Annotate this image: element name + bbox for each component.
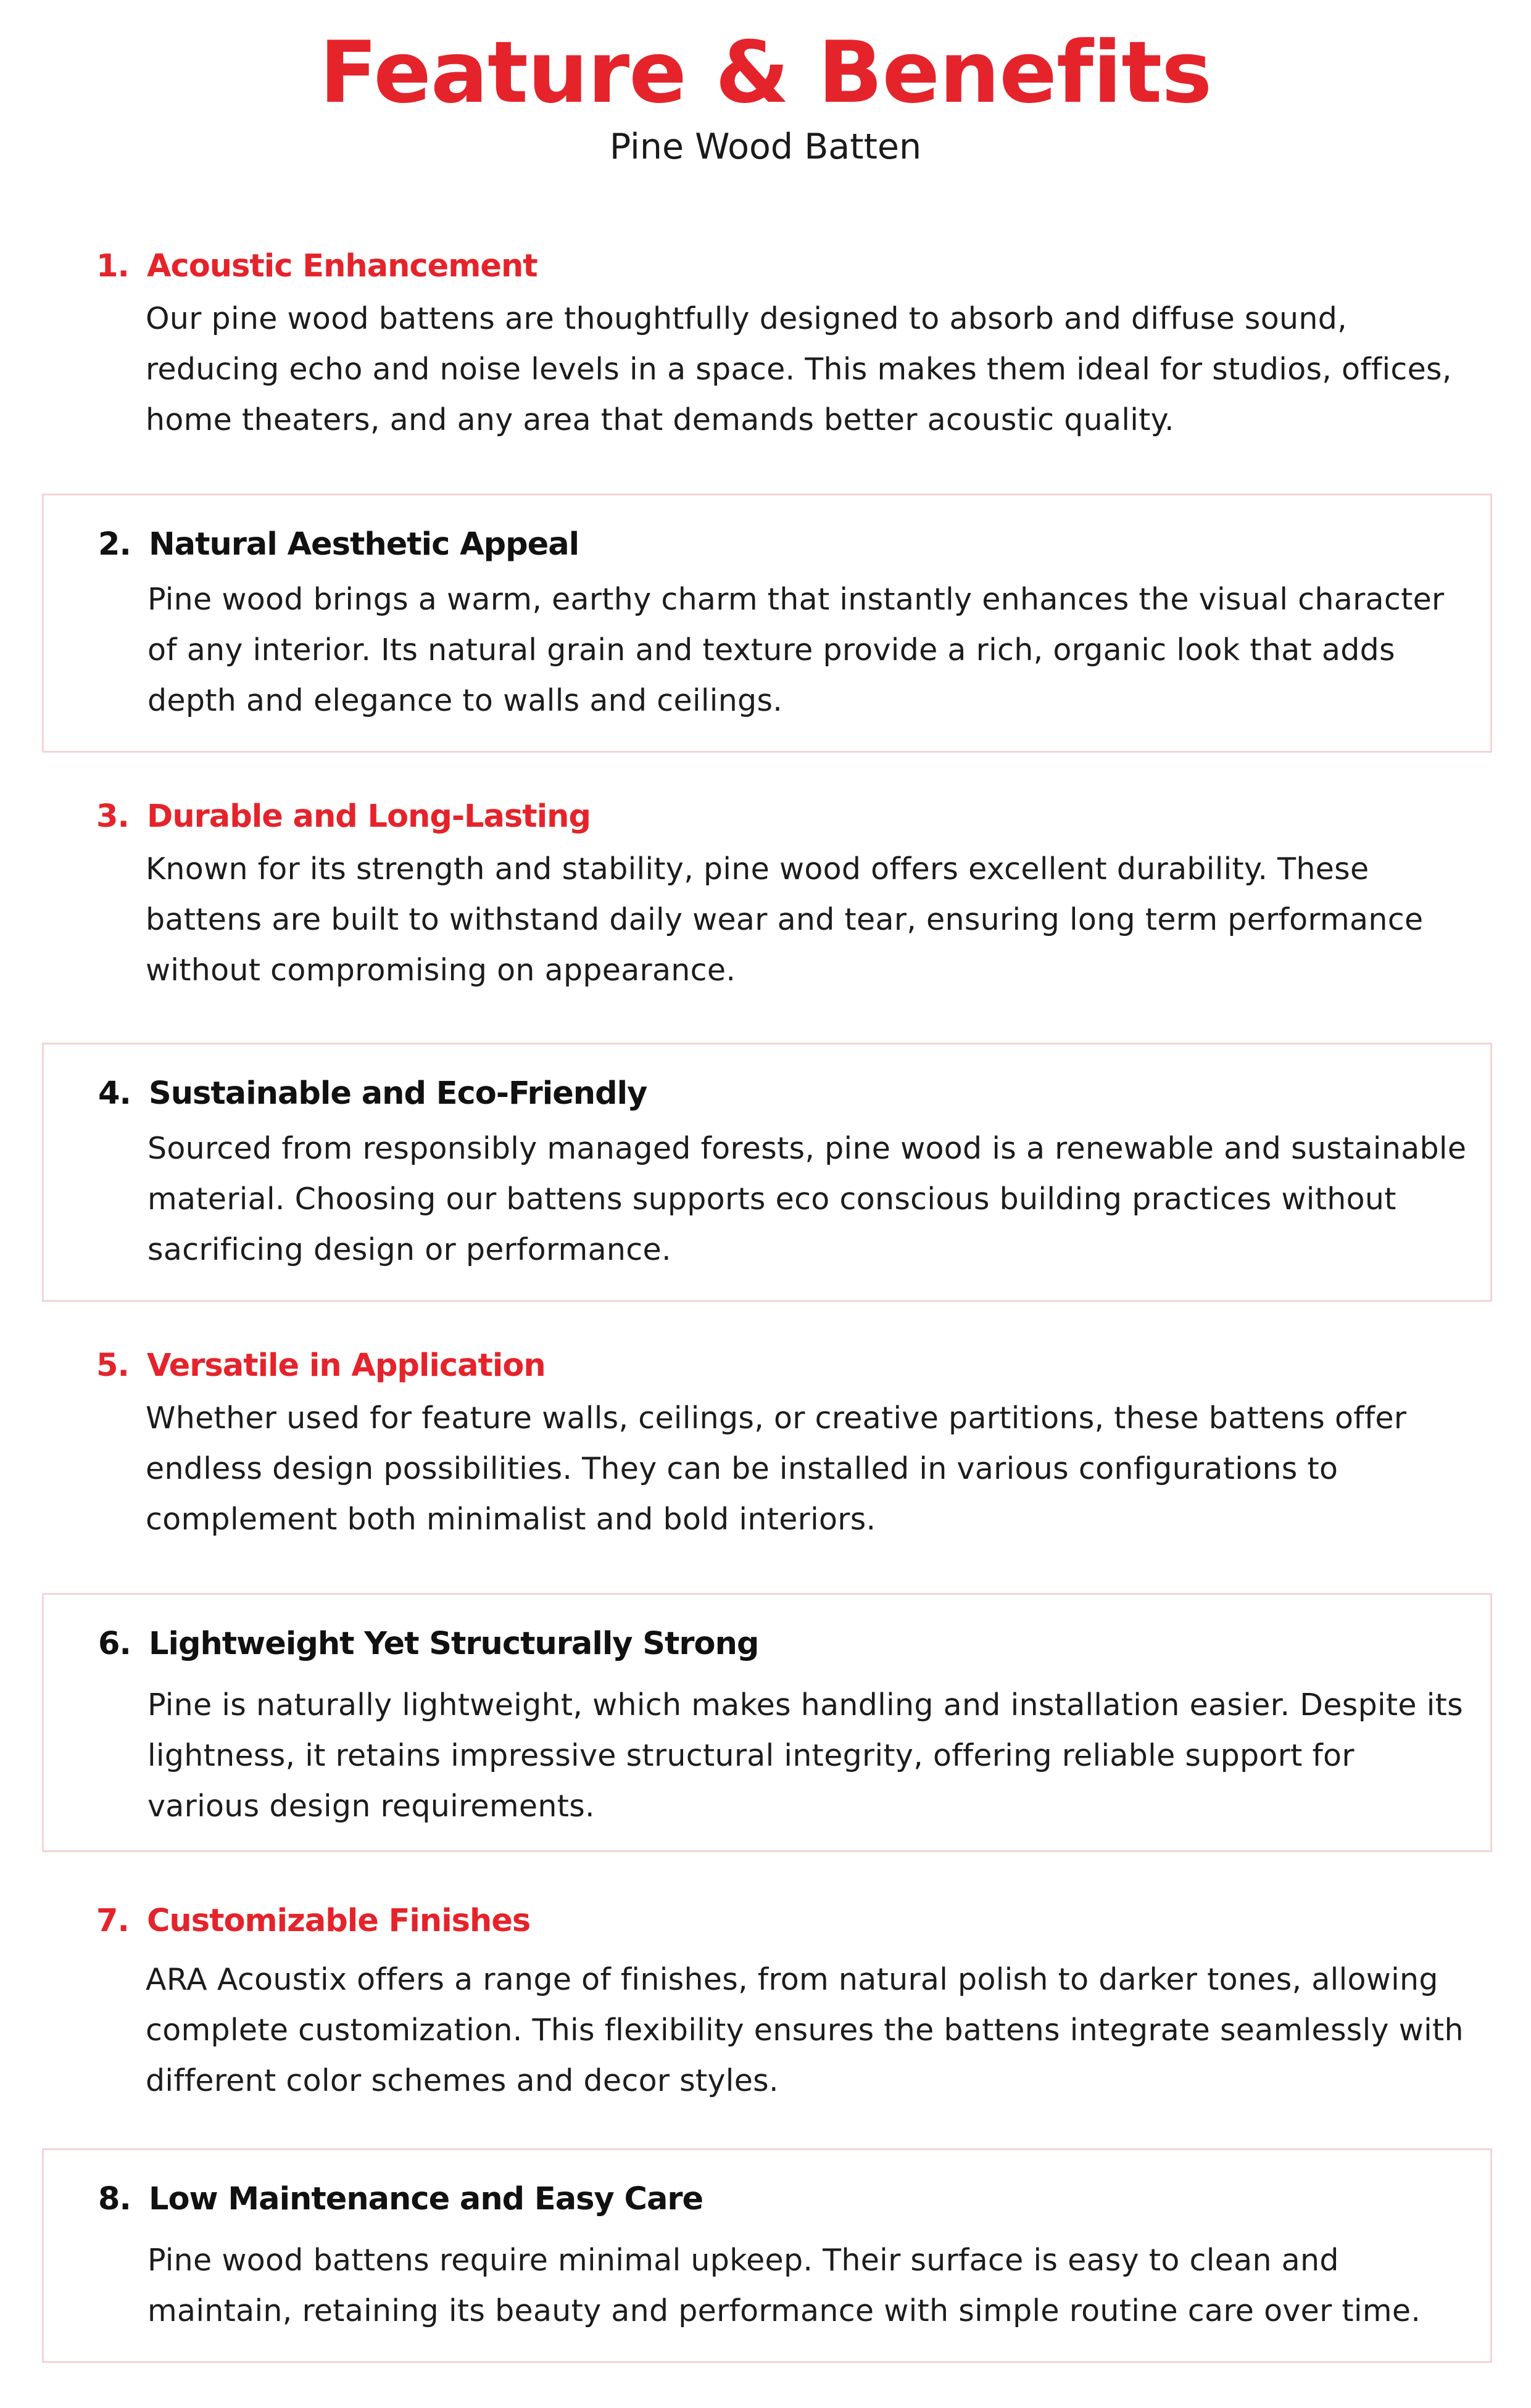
feature-description: Sourced from responsibly managed forests, pine wood is a renewable and sustainable material. Choosing our battens supports eco conscious building practices without sacrificing design or performance.	[147, 1131, 1467, 1267]
feature-heading	[96, 1341, 546, 1391]
feature-number: 7.	[96, 1903, 129, 1939]
feature-description: ARA Acoustix offers a range of finishes, from natural polish to darker tones, allowing complete customization. This flexibility ensures the battens integrate seamlessly with different color schemes and decor styles.	[146, 1962, 1464, 2098]
feature-heading	[98, 2175, 703, 2224]
feature-description: Pine wood brings a warm, earthy charm that instantly enhances the visual character of any interior. Its natural grain and texture provide a rich, organic look that adds depth and elegance to walls and ceilings.	[147, 582, 1445, 718]
feature-heading	[98, 1069, 647, 1119]
feature-description: Whether used for feature walls, ceilings, or creative partitions, these battens offer endless design possibilities. They can be installed in various configurations to complement both minimalist and bold interiors.	[146, 1401, 1407, 1537]
feature-description: Known for its strength and stability, pine wood offers excellent durability. These battens are built to withstand daily wear and tear, ensuring long term performance without compromising on appearance.	[146, 851, 1424, 988]
feature-item-sustainable-eco-friendly	[42, 1043, 1492, 1302]
feature-number: 1.	[96, 248, 129, 284]
feature-description: Pine is naturally lightweight, which makes handling and installation easier. Despite its lightness, it retains impressive structural integrity, offering reliable support for various design requirements.	[147, 1687, 1463, 1824]
feature-heading	[98, 520, 579, 569]
feature-title: Natural Aesthetic Appeal	[149, 526, 579, 563]
feature-title: Sustainable and Eco-Friendly	[149, 1075, 647, 1112]
feature-item-acoustic-enhancement	[42, 228, 1492, 450]
page-subtitle: Pine Wood Batten	[609, 126, 922, 167]
page-title: Feature & Benefits	[319, 23, 1212, 122]
feature-description: Our pine wood battens are thoughtfully designed to absorb and diffuse sound, reducing echo and noise levels in a space. This makes them ideal for studios, offices, home theaters, and any area that demands better acoustic quality.	[146, 301, 1452, 437]
feature-number: 8.	[98, 2181, 131, 2217]
feature-item-versatile-application	[42, 1328, 1492, 1562]
feature-number: 4.	[98, 1075, 131, 1112]
feature-heading	[96, 792, 591, 842]
feature-number: 5.	[96, 1347, 129, 1384]
feature-title: Acoustic Enhancement	[147, 248, 537, 284]
feature-title: Durable and Long-Lasting	[147, 798, 591, 835]
feature-item-natural-aesthetic-appeal	[42, 494, 1492, 753]
feature-title: Versatile in Application	[147, 1347, 546, 1384]
feature-heading	[96, 242, 537, 291]
feature-heading	[98, 1620, 758, 1669]
feature-description: Pine wood battens require minimal upkeep. Their surface is easy to clean and maintain, retaining its beauty and performance with simple routine care over time.	[147, 2243, 1421, 2328]
feature-number: 3.	[96, 798, 129, 835]
feature-number: 2.	[98, 526, 131, 563]
feature-item-lightweight-strong	[42, 1593, 1492, 1852]
feature-title: Lightweight Yet Structurally Strong	[149, 1626, 759, 1662]
feature-heading	[96, 1897, 530, 1946]
feature-title: Customizable Finishes	[147, 1903, 531, 1939]
feature-title: Low Maintenance and Easy Care	[149, 2181, 703, 2217]
feature-number: 6.	[98, 1626, 131, 1662]
feature-item-durable-long-lasting	[42, 779, 1492, 1013]
feature-item-customizable-finishes	[42, 1883, 1492, 2117]
feature-item-low-maintenance	[42, 2148, 1492, 2363]
